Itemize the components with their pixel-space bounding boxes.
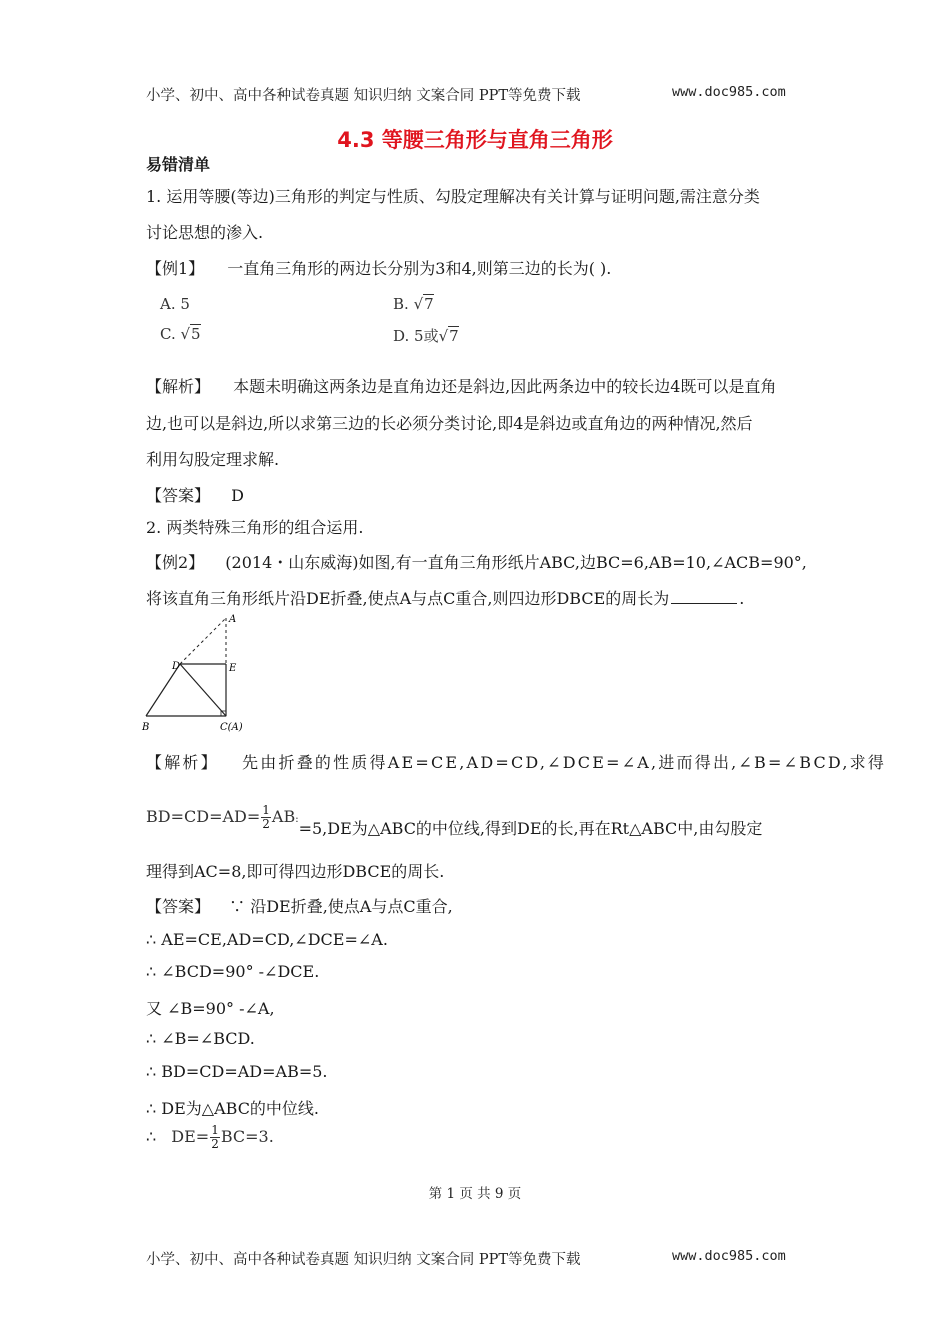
segment-dc [180, 664, 226, 716]
label-e: E [229, 663, 237, 674]
footer-text: 小学、初中、高中各种试卷真题 知识归纳 文案合同 PPT等免费下载 [146, 1252, 581, 1268]
analysis-1-line-3: 利用勾股定理求解. [146, 450, 280, 469]
answer-1 [146, 483, 244, 506]
answer-2-step-2: ∴ ∠BCD=90° -∠DCE. [146, 962, 320, 981]
example-1-label: 【例1】 [146, 259, 205, 278]
last-fraction-denominator: 2 [211, 1137, 219, 1151]
option-c-prefix: C. [160, 325, 181, 343]
last-fraction-half [210, 1124, 220, 1151]
analysis-1-label: 【解析】 [146, 377, 211, 396]
equation-right: AB [271, 807, 296, 826]
answer-1-label: 【答案】 [146, 486, 211, 505]
option-b: B. √7 [393, 295, 434, 313]
answer-2-step-6: ∴ DE为△ABC的中位线. [146, 1099, 320, 1118]
fraction-half [261, 804, 271, 831]
label-c: C(A) [220, 722, 243, 733]
answer-2-first-text: ∵ 沿DE折叠,使点A与点C重合, [229, 897, 453, 916]
answer-1-value: D [231, 486, 244, 505]
example-2-label: 【例2】 [146, 553, 205, 572]
answer-2-step-4: ∴ ∠B=∠BCD. [146, 1029, 255, 1048]
example-2-line-1 [146, 550, 807, 573]
section-heading: 易错清单 [146, 155, 211, 174]
therefore-symbol: ∴ [146, 1127, 157, 1146]
analysis-1-text-1: 本题未明确这两条边是直角边还是斜边,因此两条边中的较长边4既可以是直角 [233, 377, 777, 396]
analysis-2-line-2: BD=CD=AD= $\frac{1}{2}$ AB:=5,DE为△ABC的中位线,得到DE的长,再在Rt△ABC中,由勾股定 [146, 803, 763, 838]
option-c: C. √5 [160, 325, 201, 343]
paragraph-1-line-1: 1. 运用等腰(等边)三角形的判定与性质、勾股定理解决有关计算与证明问题,需注意分类 [146, 187, 760, 206]
example-2-line-2 [146, 586, 744, 609]
analysis-2-label: 【解析】 [146, 753, 219, 772]
answer-2-step-5: ∴ BD=CD=AD=AB=5. [146, 1062, 328, 1081]
example-2-text-2: 将该直角三角形纸片沿DE折叠,使点A与点C重合,则四边形DBCE的周长为 [146, 589, 670, 608]
option-d-radicand: 7 [449, 327, 459, 345]
example-2-text-1: (2014・山东威海)如图,有一直角三角形纸片ABC,边BC=6,AB=10,∠ACB=90°, [225, 553, 807, 572]
option-c-radicand: 5 [191, 325, 201, 343]
label-d: D [172, 661, 181, 672]
option-d: D. 5或√7 [393, 327, 459, 345]
equation-left: BD=CD=AD= [146, 807, 261, 826]
page-number: 第 1 页 共 9 页 [428, 1186, 522, 1202]
fraction-denominator: 2 [262, 817, 270, 831]
analysis-1-line-2: 边,也可以是斜边,所以求第三边的长必须分类讨论,即4是斜边或直角边的两种情况,然后 [146, 414, 753, 433]
answer-blank [671, 589, 737, 604]
last-fraction-numerator: 1 [211, 1123, 219, 1137]
header-url: www.doc985.com [672, 84, 786, 100]
answer-2-label: 【答案】 [146, 897, 211, 916]
fraction-numerator: 1 [262, 803, 270, 817]
option-b-radicand: 7 [424, 295, 434, 313]
page-title: 4.3 等腰三角形与直角三角形 [337, 128, 613, 152]
last-equation-right: BC=3. [220, 1127, 274, 1146]
option-b-prefix: B. [393, 295, 414, 313]
fold-line-da [180, 618, 226, 664]
answer-2-first [146, 894, 453, 917]
label-a: A [229, 614, 237, 625]
label-b: B [142, 722, 150, 733]
example-2-period: . [739, 589, 745, 608]
option-a: A. 5 [160, 295, 190, 313]
paragraph-1-line-2: 讨论思想的渗入. [146, 223, 264, 242]
header-text: 小学、初中、高中各种试卷真题 知识归纳 文案合同 PPT等免费下载 [146, 88, 581, 104]
analysis-1-line-1 [146, 374, 776, 397]
paragraph-2: 2. 两类特殊三角形的组合运用. [146, 518, 364, 537]
analysis-2-line-1 [146, 750, 886, 773]
analysis-2-text-2: =5,DE为△ABC的中位线,得到DE的长,再在Rt△ABC中,由勾股定 [298, 819, 763, 838]
answer-2-step-3: 又 ∠B=90° -∠A, [146, 999, 275, 1018]
analysis-2-text-1: 先由折叠的性质得AE=CE,AD=CD,∠DCE=∠A,进而得出,∠B=∠BCD,求得 [242, 753, 887, 772]
answer-2-step-1: ∴ AE=CE,AD=CD,∠DCE=∠A. [146, 930, 388, 949]
example-1-text: 一直角三角形的两边长分别为3和4,则第三边的长为( ). [227, 259, 612, 278]
example-1 [146, 256, 611, 279]
answer-2-last [146, 1124, 274, 1151]
triangle-figure [140, 608, 260, 738]
analysis-2-line-3: 理得到AC=8,即可得四边形DBCE的周长. [146, 862, 445, 881]
footer-url: www.doc985.com [672, 1248, 786, 1264]
last-equation-left: DE= [171, 1127, 210, 1146]
option-d-prefix: D. 5或 [393, 327, 439, 345]
